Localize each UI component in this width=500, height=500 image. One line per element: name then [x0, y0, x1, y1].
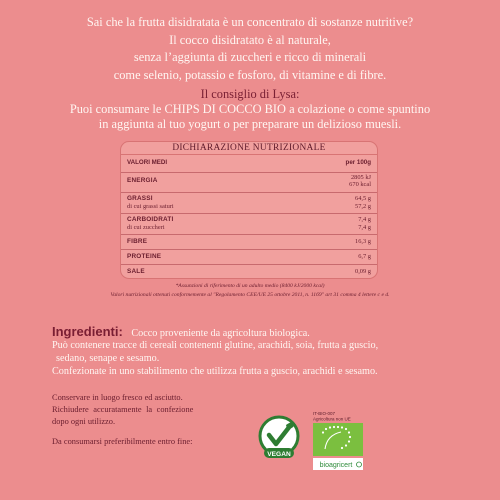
reference-note: *Assunzioni di riferimento di un adulto medio (8400 kJ/2000 kcal) [175, 283, 325, 289]
facility-note: Confezionate in uno stabilimento che utilizza frutta a guscio, arachidi e sesamo. [52, 366, 378, 377]
storage-line: dopo ogni utilizzo. [52, 417, 116, 426]
nutrition-table [120, 141, 378, 279]
row-value-sale: 0,09 g [355, 267, 371, 275]
bio-origin: Agricoltura non UE [313, 416, 351, 422]
row-value-proteine: 6,7 g [277, 249, 377, 264]
allergen-line: sedano, senape e sesamo. [56, 353, 160, 364]
tip-line: in aggiunta al tuo yogurt o per preparare un delizioso muesli. [98, 117, 402, 131]
row-value-carboidrati: 7,4 g [358, 215, 371, 223]
ingredients-text: Cocco proveniente da agricoltura biologica. [131, 328, 310, 339]
tip-line: Puoi consumare le CHIPS DI COCCO BIO a colazione o come spuntino [69, 102, 431, 116]
intro-text [0, 14, 500, 84]
nutrition-title: DICHIARAZIONE NUTRIZIONALE [121, 142, 377, 155]
vegan-label: VEGAN [267, 451, 291, 458]
storage-line: Richiudere accuratamente la confezione [52, 405, 194, 414]
intro-line: come selenio, potassio e fosforo, di vitamine e di fibre. [113, 67, 387, 82]
row-value-fibre: 16,3 g [277, 234, 377, 249]
row-label-sale: SALE [127, 267, 145, 275]
storage-line: Conservare in luogo fresco ed asciutto. [52, 393, 183, 402]
row-value-grassi: 64,5 g [355, 194, 371, 202]
intro-line: senza l’aggiunta di zuccheri e ricco di minerali [133, 50, 367, 64]
row-value-energia-kcal: 670 kcal [349, 181, 371, 188]
bio-code: IT-BIO-007 [313, 411, 336, 416]
tip-title: Il consiglio di Lysa: [200, 87, 300, 101]
row-value-zuccheri: 7,4 g [358, 223, 371, 231]
col-label: VALORI MEDI [121, 155, 277, 172]
bio-brand: bioagricert [319, 462, 353, 469]
ingredients [52, 324, 310, 339]
row-label-energia: ENERGIA [127, 176, 158, 184]
ingredients-title: Ingredienti: [52, 324, 123, 339]
intro-line: Il cocco disidratato è al naturale, [169, 32, 331, 47]
tip-text [0, 102, 500, 132]
row-sublabel-saturi: di cui grassi saturi [127, 202, 174, 210]
row-label-grassi: GRASSI [127, 194, 153, 202]
row-value-saturi: 57,2 g [355, 202, 371, 210]
allergen-line: Può contenere tracce di cereali contenenti glutine, arachidi, soia, frutta a guscio, [52, 340, 379, 351]
best-before: Da consumarsi preferibilmente entro fine: [52, 437, 193, 446]
row-label-carboidrati: CARBOIDRATI [127, 215, 174, 223]
regulation-note: Valori nutrizionali ottenuti conformemente al "Regolamento CEE/UE 25 ottobre 2011, n. 1169" art 31 comma 4 lettere c e d. [110, 292, 390, 298]
row-value-energia-kj: 2805 kJ [350, 173, 371, 181]
row-sublabel-zuccheri: di cui zuccheri [127, 223, 165, 231]
vegan-icon [255, 412, 303, 468]
vegan-badge [255, 412, 303, 468]
row-label-proteine: PROTEINE [127, 252, 162, 260]
eu-organic-badge [310, 408, 366, 472]
col-value: per 100g [277, 155, 377, 172]
intro-line: Sai che la frutta disidratata è un concentrato di sostanze nutritive? [86, 15, 414, 29]
eu-organic-leaf-icon [310, 408, 366, 472]
row-label-fibre: FIBRE [127, 237, 148, 245]
